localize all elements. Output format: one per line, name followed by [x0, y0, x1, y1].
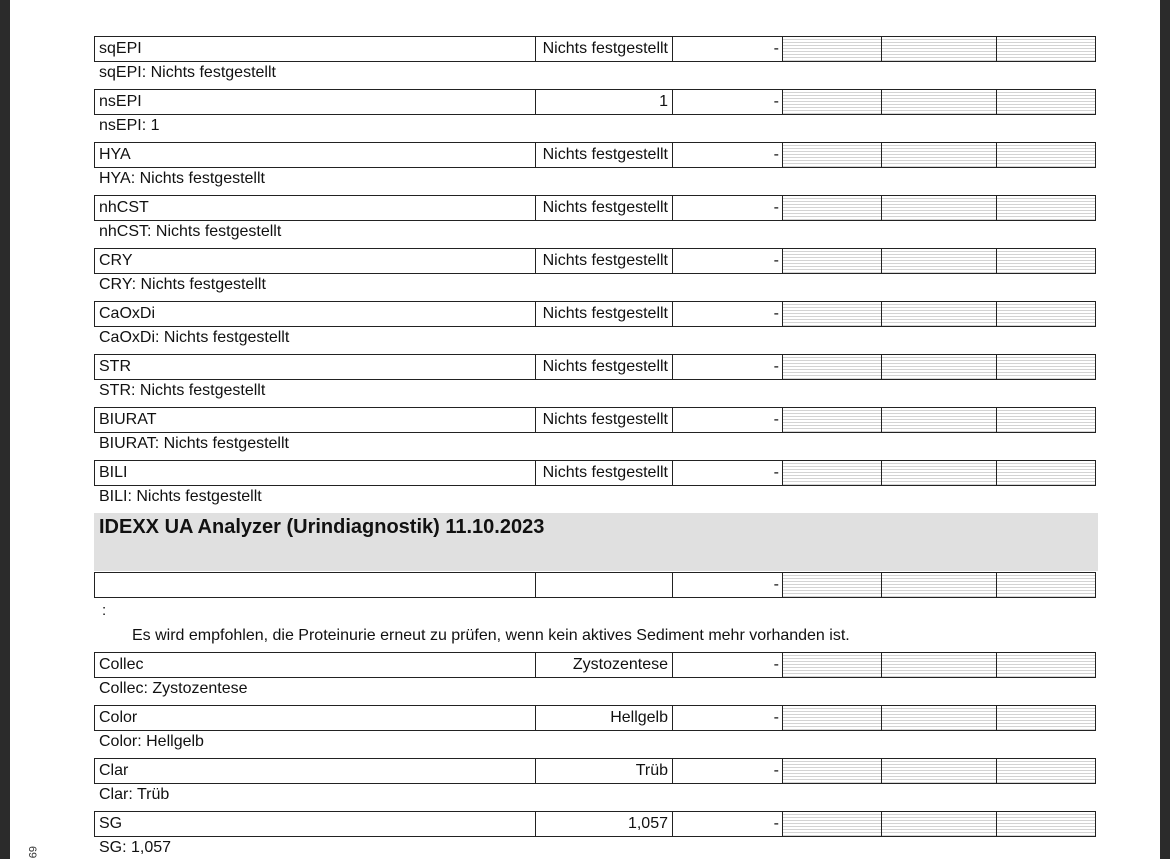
history-cell: [881, 811, 997, 837]
history-cell: [782, 460, 882, 486]
result-name: BIURAT: [94, 407, 536, 433]
empty-result-row: [94, 572, 1098, 598]
history-cell: [782, 572, 882, 598]
result-name: Color: [94, 705, 536, 731]
result-note: CRY: Nichts festgestellt: [99, 276, 266, 293]
result-row: [94, 811, 1098, 837]
result-value: Nichts festgestellt: [535, 248, 673, 274]
history-cell: [996, 407, 1096, 433]
result-flag: -: [672, 811, 783, 837]
result-flag: -: [672, 89, 783, 115]
result-flag: -: [672, 301, 783, 327]
result-value: 1: [535, 89, 673, 115]
result-note: Clar: Trüb: [99, 786, 170, 803]
history-cell: [881, 354, 997, 380]
history-cell: [782, 652, 882, 678]
result-note: BIURAT: Nichts festgestellt: [99, 435, 289, 452]
result-name: CaOxDi: [94, 301, 536, 327]
history-cell: [996, 705, 1096, 731]
result-row: [94, 301, 1098, 327]
result-value: Nichts festgestellt: [535, 142, 673, 168]
result-row: [94, 36, 1098, 62]
result-name: Clar: [94, 758, 536, 784]
side-page-number: 69: [26, 846, 38, 859]
result-flag: -: [672, 705, 783, 731]
result-name: HYA: [94, 142, 536, 168]
history-cell: [881, 89, 997, 115]
result-name: [94, 572, 536, 598]
result-value: Nichts festgestellt: [535, 407, 673, 433]
result-name: CRY: [94, 248, 536, 274]
history-cell: [782, 407, 882, 433]
history-cell: [881, 248, 997, 274]
result-flag: -: [672, 248, 783, 274]
result-row: [94, 248, 1098, 274]
history-cell: [881, 758, 997, 784]
history-cell: [881, 36, 997, 62]
result-value: Zystozentese: [535, 652, 673, 678]
result-name: nhCST: [94, 195, 536, 221]
result-value: Nichts festgestellt: [535, 354, 673, 380]
section-header: [94, 513, 1098, 571]
history-cell: [782, 89, 882, 115]
history-cell: [782, 705, 882, 731]
history-cell: [881, 301, 997, 327]
result-note: nhCST: Nichts festgestellt: [99, 223, 282, 240]
result-note: STR: Nichts festgestellt: [99, 382, 266, 399]
history-cell: [996, 652, 1096, 678]
history-cell: [996, 195, 1096, 221]
result-value: Trüb: [535, 758, 673, 784]
history-cell: [881, 572, 997, 598]
result-row: [94, 195, 1098, 221]
result-note: HYA: Nichts festgestellt: [99, 170, 265, 187]
history-cell: [881, 705, 997, 731]
viewer-margin-right: [1160, 0, 1170, 859]
result-value: Nichts festgestellt: [535, 36, 673, 62]
history-cell: [881, 142, 997, 168]
result-row: [94, 407, 1098, 433]
result-value: Nichts festgestellt: [535, 195, 673, 221]
history-cell: [782, 301, 882, 327]
result-row: [94, 705, 1098, 731]
result-name: STR: [94, 354, 536, 380]
history-cell: [996, 142, 1096, 168]
history-cell: [996, 89, 1096, 115]
result-note: BILI: Nichts festgestellt: [99, 488, 262, 505]
history-cell: [996, 36, 1096, 62]
history-cell: [782, 811, 882, 837]
result-flag: -: [672, 572, 783, 598]
result-flag: -: [672, 36, 783, 62]
result-name: nsEPI: [94, 89, 536, 115]
section-title: IDEXX UA Analyzer (Urindiagnostik) 11.10.2023: [99, 516, 545, 538]
result-flag: -: [672, 354, 783, 380]
history-cell: [881, 460, 997, 486]
history-cell: [782, 195, 882, 221]
result-row: [94, 142, 1098, 168]
history-cell: [881, 407, 997, 433]
history-cell: [996, 758, 1096, 784]
history-cell: [996, 354, 1096, 380]
result-value: 1,057: [535, 811, 673, 837]
result-row: [94, 460, 1098, 486]
result-name: SG: [94, 811, 536, 837]
result-note: Color: Hellgelb: [99, 733, 204, 750]
result-value: Nichts festgestellt: [535, 460, 673, 486]
result-flag: -: [672, 195, 783, 221]
result-value: Hellgelb: [535, 705, 673, 731]
history-cell: [996, 301, 1096, 327]
result-note: Collec: Zystozentese: [99, 680, 248, 697]
result-row: [94, 354, 1098, 380]
result-note: SG: 1,057: [99, 839, 172, 856]
result-note: sqEPI: Nichts festgestellt: [99, 64, 276, 81]
document-page: [10, 0, 1160, 859]
section-colon: :: [102, 602, 107, 619]
history-cell: [782, 248, 882, 274]
result-flag: -: [672, 142, 783, 168]
result-value: Nichts festgestellt: [535, 301, 673, 327]
history-cell: [782, 142, 882, 168]
history-cell: [782, 354, 882, 380]
result-row: [94, 758, 1098, 784]
result-flag: -: [672, 407, 783, 433]
history-cell: [996, 248, 1096, 274]
history-cell: [782, 758, 882, 784]
result-note: nsEPI: 1: [99, 117, 160, 134]
section-remark: Es wird empfohlen, die Proteinurie erneut zu prüfen, wenn kein aktives Sediment mehr vorhanden ist.: [132, 627, 850, 644]
history-cell: [881, 195, 997, 221]
result-value: [535, 572, 673, 598]
history-cell: [881, 652, 997, 678]
history-cell: [996, 572, 1096, 598]
result-name: Collec: [94, 652, 536, 678]
result-flag: -: [672, 758, 783, 784]
history-cell: [996, 460, 1096, 486]
result-name: BILI: [94, 460, 536, 486]
result-flag: -: [672, 652, 783, 678]
result-name: sqEPI: [94, 36, 536, 62]
history-cell: [996, 811, 1096, 837]
result-note: CaOxDi: Nichts festgestellt: [99, 329, 290, 346]
history-cell: [782, 36, 882, 62]
result-row: [94, 652, 1098, 678]
viewer-margin-left: [0, 0, 10, 859]
result-flag: -: [672, 460, 783, 486]
result-row: [94, 89, 1098, 115]
